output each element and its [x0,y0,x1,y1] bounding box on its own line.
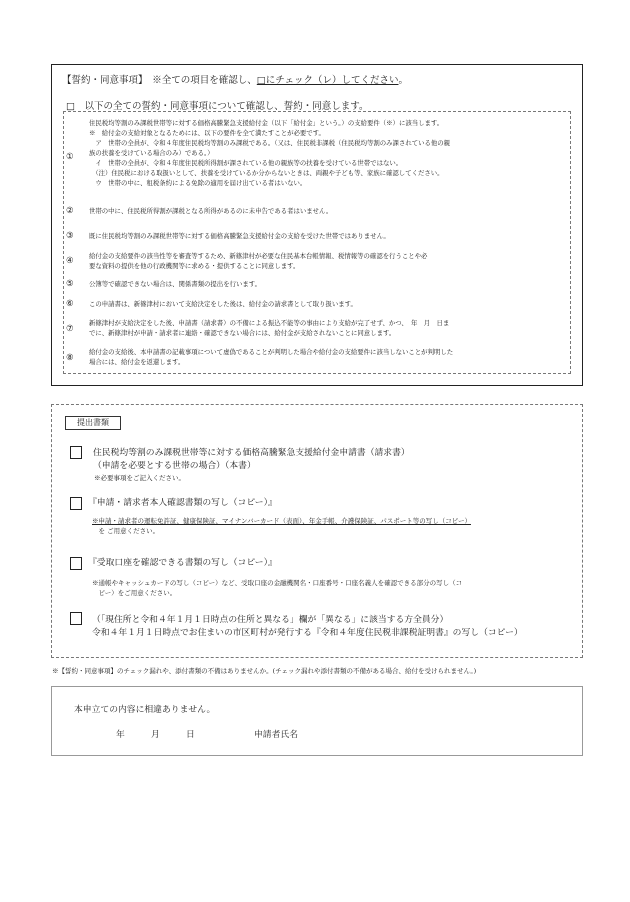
pledge-number: ⑧ [66,353,74,363]
applicant-name-label[interactable]: 申請者氏名 [254,730,298,740]
pledge-7-text: 新篠津村が支給決定をした後、申請書（請求書）の不備による振込不能等の事由により支給が完了せず、かつ、 年 月 日ま でに、新篠津村が申請・請求者に連絡・確認できない場合には、給付金が支給されないことに同意します。 [89,319,450,337]
document-1-note: ※必要事項をご記入ください。 [94,474,185,482]
date-month-label: 月 [151,730,160,740]
document-2-note: ※申請・請求者の運転免許証、健康保険証、マイナンバーカード（表面）、年金手帳、介護保険証、パスポート等の写し（コピー） を ご用意ください。 [92,517,471,535]
pledge-1-text: 住民税均等割のみ課税世帯等に対する価格高騰緊急支援給付金（以下「給付金」という。）の支給要件（※）に該当します。 ※ 給付金の支給対象となるためには、以下の要件を全て満たすことが必要です。 ア 世帯の全員が、令和４年度住民税均等割のみ課税である。（又は、住民税非課税（住民税均等割のみ課されている他の親 族の扶養を受けている場合のみ）である。） イ 世帯の全員が、令和４年度住民税所得割が課されている他の親族等の扶養を受けている世帯ではない。 （注）住民税における取扱いとして、扶養を受けているか分からないときは、両親や子ども等、家族に確認してください。 ウ 世帯の中に、租税条約による免除の適用を届け出ている者はいない。 [89,119,451,187]
pledge-header: 【誓約・同意事項】 ※全ての項目を確認し、□にチェック（レ）してください。 [62,75,409,86]
date-day-label: 日 [186,730,195,740]
declaration-section [51,686,583,756]
document-1-title: 住民税均等割のみ課税世帯等に対する価格高騰緊急支援給付金申請書（請求書） （申請を必要とする世帯の場合）（本書） [93,448,410,471]
document-1-checkbox[interactable] [70,446,82,459]
pledge-3-text: 既に住民税均等割のみ課税世帯等に対する価格高騰緊急支援給付金の支給を受けた世帯ではありません。 [89,232,390,240]
pledge-number: ① [66,152,74,162]
pledge-5-text: 公簿等で確認できない場合は、関係書類の提出を行います。 [89,280,262,288]
pledge-8-text: 給付金の支給後、本申請書の記載事項について虚偽であることが判明した場合や給付金の支給要件に該当しないことが判明した 場合には、給付金を返還します。 [89,348,454,366]
document-4-checkbox[interactable] [70,612,82,625]
pledge-4-text: 給付金の支給要件の該当性等を審査等するため、新篠津村が必要な住民基本台帳情報、税情報等の確認を行うことや必 要な資料の提供を他の行政機関等に求める・提供することに同意します。 [89,252,428,270]
date-year-label: 年 [116,730,125,740]
pledge-number: ⑥ [66,299,74,309]
pledge-number: ③ [66,231,74,241]
documents-label: 提出書類 [65,416,121,430]
pledge-number: ② [66,206,74,216]
pledge-2-text: 世帯の中に、住民税所得割が課税となる所得があるのに未申告である者はいません。 [89,207,333,215]
pledge-title: 【誓約・同意事項】 [62,75,143,86]
pledge-6-text: この申請書は、新篠津村において支給決定をした後は、給付金の請求書として取り扱います。 [89,300,357,308]
document-2-checkbox[interactable] [70,497,82,510]
document-2-title: 『申請・請求者本人確認書類の写し（コピー）』 [88,498,277,508]
document-3-title: 『受取口座を確認できる書類の写し（コピー）』 [88,558,277,568]
agree-all-checkbox-line[interactable]: □ 以下の全ての誓約・同意事項について確認し、誓約・同意します。 [66,101,369,112]
document-4-title: （「現住所と令和４年１月１日時点の住所と異なる」欄が「異なる」に該当する方全員分） 令和４年１月１日時点でお住まいの市区町村が発行する『令和４年度住民税非課税証明書』の写し（コピー） [92,615,523,638]
document-3-checkbox[interactable] [70,557,82,570]
document-3-note: ※通帳やキャッシュカードの写し（コピー）など、受取口座の金融機関名・口座番号・口座名義人を確認できる部分の写し（コ ピー）をご用意ください。 [92,579,463,597]
pledge-number: ⑦ [66,324,74,334]
pledge-number: ⑤ [66,279,74,289]
pledge-number: ④ [66,256,74,266]
declaration-text: 本申立ての内容に相違ありません。 [74,705,216,715]
check-instruction: □にチェック（レ）してください [256,75,399,86]
check-reminder-note: ※【誓約・同意事項】のチェック漏れや、添付書類の不備はありませんか。(チェック漏れや添付書類の不備がある場合、給付を受けられません。) [52,667,477,675]
